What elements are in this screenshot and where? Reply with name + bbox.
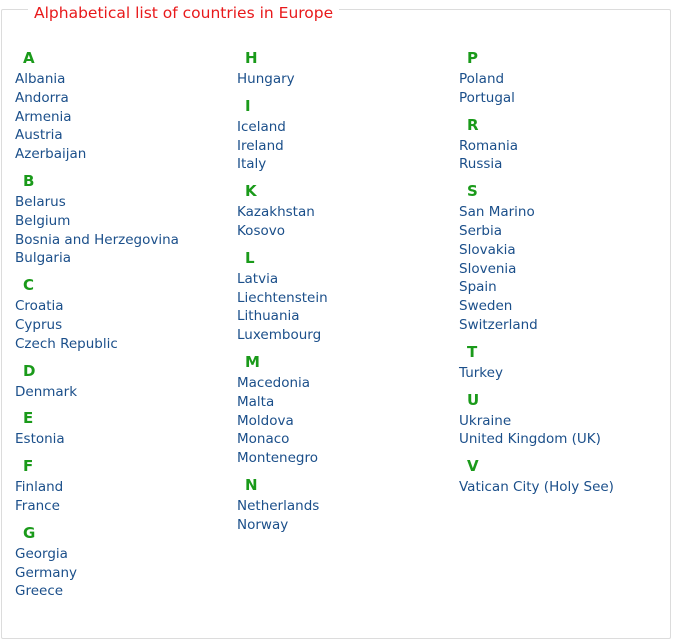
country-link[interactable]: Albania (15, 71, 66, 87)
letter-heading: T (467, 342, 478, 361)
country-link[interactable]: Luxembourg (237, 327, 322, 344)
country-link[interactable]: Kosovo (237, 222, 285, 239)
letter-group (15, 361, 179, 402)
country-link[interactable]: Netherlands (237, 497, 320, 514)
letter-heading: L (245, 248, 255, 267)
letter-heading: D (23, 361, 36, 380)
country-link[interactable]: Estonia (15, 431, 65, 448)
country-link[interactable]: Belarus (15, 193, 66, 210)
country-link[interactable]: Switzerland (459, 316, 538, 333)
column-2 (237, 48, 328, 542)
country-link[interactable]: Croatia (15, 298, 64, 315)
letter-group (237, 475, 328, 535)
country-link[interactable]: Bosnia and Herzegovina (15, 231, 179, 248)
letter-group (459, 342, 614, 383)
country-link[interactable]: Turkey (459, 364, 503, 381)
country-link[interactable]: Czech Republic (15, 335, 118, 352)
letter-heading: F (23, 457, 34, 476)
country-link[interactable]: Romania (459, 137, 519, 154)
country-link[interactable]: Iceland (237, 118, 286, 135)
country-link[interactable]: Vatican City (Holy See) (459, 479, 614, 496)
country-link[interactable]: Montenegro (237, 450, 319, 467)
letter-group (15, 171, 179, 268)
country-link[interactable]: Norway (237, 516, 289, 533)
letter-heading: C (23, 276, 35, 295)
country-link[interactable]: San Marino (459, 204, 535, 221)
country-link[interactable]: Ukraine (459, 412, 512, 429)
letter-group (237, 96, 328, 174)
letter-group (15, 48, 179, 164)
country-link[interactable]: Cyprus (15, 316, 63, 333)
country-link[interactable]: Slovenia (459, 260, 517, 277)
letter-group (237, 48, 328, 89)
country-link[interactable]: Slovakia (459, 241, 516, 258)
country-link[interactable]: Liechtenstein (237, 289, 328, 306)
country-link[interactable]: Armenia (15, 108, 72, 125)
letter-heading: G (23, 523, 36, 542)
letter-heading: A (23, 49, 35, 67)
country-link[interactable]: Belgium (15, 212, 71, 229)
country-link[interactable]: Greece (15, 583, 64, 600)
letter-heading: E (23, 409, 34, 428)
country-link[interactable]: Portugal (459, 89, 515, 106)
country-link[interactable]: Italy (237, 156, 267, 173)
letter-heading: R (467, 115, 479, 134)
country-link[interactable]: Russia (459, 156, 503, 173)
letter-heading: K (245, 182, 257, 201)
country-link[interactable]: Moldova (237, 412, 294, 429)
country-link[interactable]: Bulgaria (15, 250, 71, 267)
letter-heading: U (467, 390, 480, 409)
column-3 (459, 48, 614, 504)
letter-group (459, 181, 614, 335)
country-link[interactable]: Lithuania (237, 308, 300, 325)
country-link[interactable]: Serbia (459, 222, 503, 239)
letter-group (459, 48, 614, 108)
letter-heading: V (467, 457, 479, 476)
panel-heading: Alphabetical list of countries in Europe (28, 1, 339, 25)
country-link[interactable]: Hungary (237, 71, 295, 87)
country-link[interactable]: Kazakhstan (237, 204, 315, 221)
country-link[interactable]: Poland (459, 71, 505, 87)
column-1 (15, 48, 179, 608)
letter-heading: M (245, 352, 260, 371)
country-link[interactable]: Denmark (15, 383, 78, 400)
country-link[interactable]: United Kingdom (UK) (459, 431, 601, 448)
letter-heading: S (467, 182, 478, 201)
country-link[interactable]: Ireland (237, 137, 284, 154)
letter-group (15, 456, 179, 516)
country-link[interactable]: Germany (15, 564, 78, 581)
letter-heading: N (245, 475, 258, 494)
letter-heading: I (245, 96, 251, 115)
letter-group (459, 456, 614, 497)
letter-heading: B (23, 171, 35, 190)
letter-group (15, 275, 179, 353)
letter-group (459, 390, 614, 450)
country-link[interactable]: Austria (15, 127, 63, 144)
letter-group (237, 248, 328, 345)
country-link[interactable]: Azerbaijan (15, 146, 87, 163)
country-link[interactable]: France (15, 497, 60, 514)
letter-group (15, 523, 179, 601)
country-link[interactable]: Andorra (15, 89, 69, 106)
letter-group (15, 408, 179, 449)
letter-heading: P (467, 49, 478, 67)
letter-group (237, 352, 328, 468)
letter-group (459, 115, 614, 175)
country-link[interactable]: Spain (459, 279, 497, 296)
country-link[interactable]: Georgia (15, 545, 68, 562)
country-link[interactable]: Monaco (237, 431, 290, 448)
letter-group (237, 181, 328, 241)
country-link[interactable]: Sweden (459, 298, 513, 315)
country-link[interactable]: Latvia (237, 270, 279, 287)
country-link[interactable]: Malta (237, 393, 275, 410)
letter-heading: H (245, 49, 258, 67)
country-link[interactable]: Finland (15, 479, 64, 496)
country-link[interactable]: Macedonia (237, 374, 311, 391)
